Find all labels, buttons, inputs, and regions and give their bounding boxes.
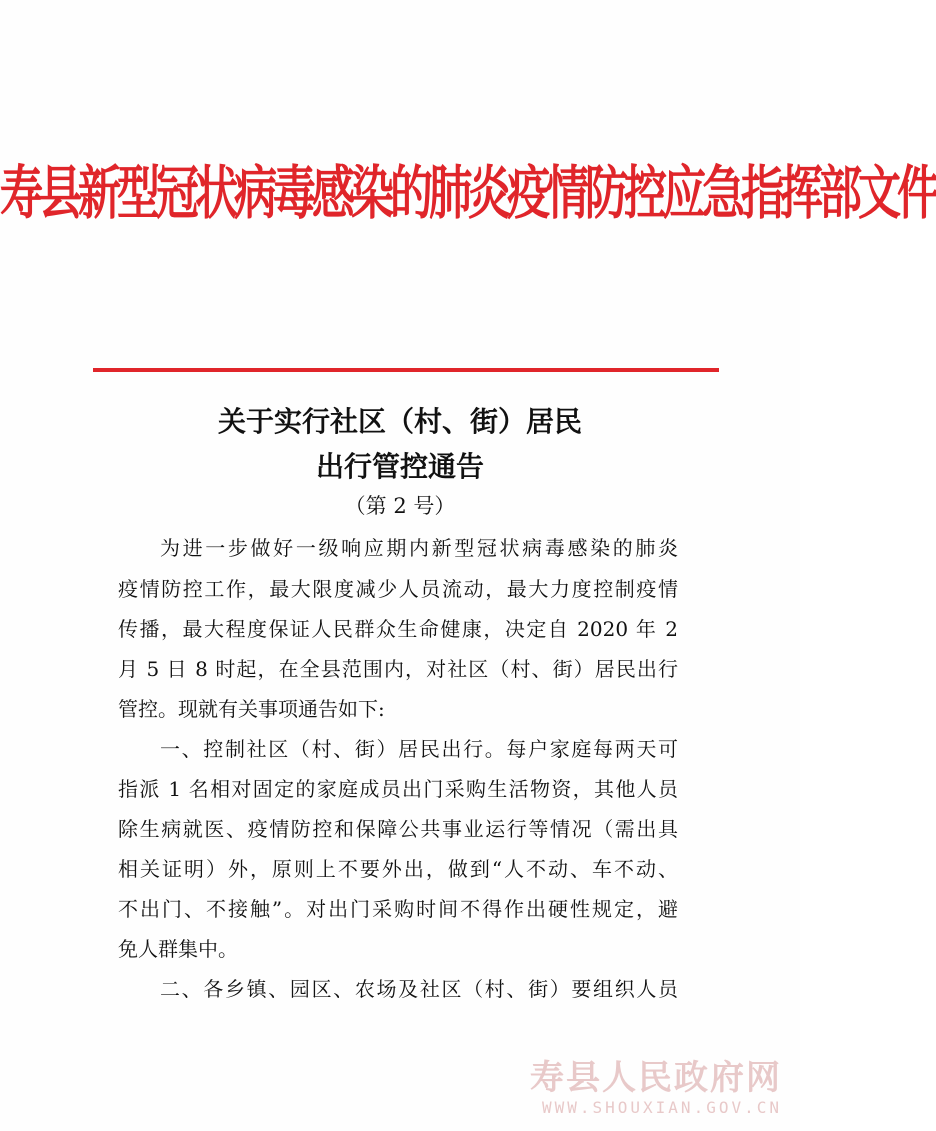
red-separator-line	[93, 368, 719, 372]
body-line: 传播，最大程度保证人民群众生命健康，决定自 2020 年 2	[118, 617, 678, 641]
watermark-cn-text: 寿县人民政府网	[530, 1058, 782, 1098]
body-line: 相关证明）外，原则上不要外出，做到“人不动、车不动、	[118, 857, 678, 881]
body-line: 免人群集中。	[118, 937, 238, 961]
body-line: 为进一步做好一级响应期内新型冠状病毒感染的肺炎	[160, 536, 678, 560]
body-line: 管控。现就有关事项通告如下:	[118, 697, 385, 721]
notice-title-line-2: 出行管控通告	[315, 450, 484, 483]
body-line: 月 5 日 8 时起，在全县范围内，对社区（村、街）居民出行	[118, 657, 678, 681]
notice-title-line-1: 关于实行社区（村、街）居民	[217, 405, 582, 438]
document-number: （第 2 号）	[344, 494, 456, 518]
body-line: 疫情防控工作，最大限度减少人员流动，最大力度控制疫情	[118, 577, 678, 601]
body-line: 除生病就医、疫情防控和保障公共事业运行等情况（需出具	[118, 817, 678, 841]
body-line: 二、各乡镇、园区、农场及社区（村、街）要组织人员	[160, 977, 678, 1001]
body-line: 不出门、不接触”。对出门采购时间不得作出硬性规定，避	[118, 897, 678, 921]
body-line: 指派 1 名相对固定的家庭成员出门采购生活物资，其他人员	[118, 777, 678, 801]
body-line: 一、控制社区（村、街）居民出行。每户家庭每两天可	[160, 737, 678, 761]
issuing-authority-header: 寿县新型冠状病毒感染的肺炎疫情防控应急指挥部文件	[0, 160, 936, 228]
site-watermark	[530, 1058, 782, 1118]
watermark-url-text: WWW.SHOUXIAN.GOV.CN	[541, 1098, 782, 1117]
